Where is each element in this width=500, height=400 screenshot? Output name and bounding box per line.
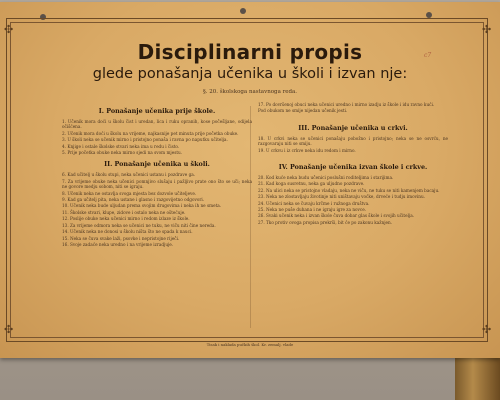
rule-paragraph: 11. Školske stvari, klupe, zidove i ostalo neka ne oštećuje. [62, 209, 186, 215]
left-column [62, 102, 252, 248]
right-column [258, 102, 448, 226]
rule-paragraph: 7. Za vrijeme obuke neka učenici pomnjivo slušaju i pažljivo prate ono što se uči; neka ne govore medju sobom, niti se igraju. [62, 178, 252, 190]
rule-paragraph: 15. Neka se čuva svake laži, psovke i nepristojne riječi. [62, 235, 180, 241]
section-in-church [258, 124, 448, 153]
poster-footer: Tisak i naklada pučkih škol. Kr. zemalj. vlade [206, 342, 294, 347]
rule-paragraph: 5. Prije početka obuke neka mirno sjedi na svom mjestu. [62, 150, 183, 156]
rule-paragraph: 16. Svoje zadaće neka uredno i na vrijeme izradjuje. [62, 241, 174, 247]
rule-paragraph: 14. Učenik neka ne donosi u školu ništa što ne spada k nauci. [62, 229, 193, 235]
rule-paragraph: 27. Tko protiv ovoga propisa prekrši, bit će po zakonu kažnjen. [258, 219, 393, 225]
rule-paragraph: 20. Kod kuće neka budu učenici poslušni roditeljima i starijima. [258, 175, 394, 181]
rule-paragraph: 18. U crkvi neka se učenici ponašaju pobožno i pristojno; neka se ne osvrću, ne razgovaraju niti se smiju. [258, 135, 448, 147]
rule-paragraph: 9. Kad ga učitelj pita, neka ustane i glasno i razgovijetno odgovori. [62, 197, 205, 203]
rule-paragraph: 8. Učenik neka ne ostavlja svoga mjesta bez dozvole učiteljeve. [62, 190, 197, 196]
rule-paragraph: 12. Poslije obuke neka učenici mirno i redom izlaze iz škole. [62, 216, 190, 222]
corner-ornament-bottom-right: ✣ [482, 323, 492, 336]
disciplinary-poster [0, 2, 500, 358]
section-in-school [62, 160, 252, 247]
corner-ornament-top-right: ✣ [482, 23, 492, 36]
section-outside-school [258, 163, 448, 225]
rule-paragraph: 3. U školi neka se učenik mirno i pristojno ponaša i ravna po naputku učitelja. [62, 137, 228, 143]
rule-paragraph: 24. Učenici neka se čuvaju krčme i ružnoga društva. [258, 200, 370, 206]
rule-paragraph: 17. Po dovršenoj obuci neka učenici uredno i mirno izadju iz škole i idu ravno kući. [258, 102, 435, 107]
handwritten-note: c7 [424, 52, 432, 59]
rule-paragraph: 2. Učenik mora doći u školu na vrijeme, najkasnije pet minuta prije početka obuke. [62, 130, 239, 136]
poster-subtitle: glede ponašanja učenika u školi i izvan nje: [92, 66, 408, 82]
rule-paragraph: 4. Knjige i ostale školske stvari neka ima u redu i čisto. [62, 143, 180, 149]
rule-paragraph: 6. Kad učitelj u školu stupi, neka učenici ustanu i pozdrave ga. [62, 172, 196, 178]
rule-paragraph: 10. Učenik neka bude uljudan prema svojim drugovima i neka ih ne smeta. [62, 203, 222, 209]
rule-paragraph: 26. Svaki učenik neka i izvan škole čuva dobar glas škole i svojih učitelja. [258, 213, 415, 219]
rule-paragraph: 13. Za vrijeme odmora neka se učenici ne tuku, ne viču niti čine nereda. [62, 222, 216, 228]
poster-title: Disciplinarni propis [137, 40, 363, 64]
section-heading: II. Ponašanje učenika u školi. [104, 160, 210, 169]
section-heading: IV. Ponašanje učenika izvan škole i crkve. [278, 163, 428, 172]
rule-paragraph: Pod obukom ne smije nijedan učenik jesti. [258, 108, 348, 114]
rule-paragraph: 1. Učenik mora doći u školu čist i uredan, lica i ruku opranih, kose počešljane, odijela očišćena. [62, 119, 252, 130]
section-heading: III. Ponašanje učenika u crkvi. [298, 123, 408, 132]
section-heading: I. Ponašanje učenika prije škole. [98, 107, 216, 115]
poster-reference-note: §. 20. školskoga nastavnoga reda. [202, 89, 298, 95]
rule-paragraph: 25. Neka ne puše duhana i ne igraju igre za novce. [258, 207, 367, 213]
corner-ornament-bottom-left: ✣ [4, 323, 14, 336]
rule-paragraph: 23. Neka ne zlostavljaju životinje niti uništavaju voćke, drveće i tudju imovinu. [258, 194, 426, 200]
section-before-school [62, 107, 252, 155]
corner-ornament-top-left: ✣ [4, 23, 14, 36]
rule-paragraph: 19. U crkvu i iz crkve neka idu redom i mirno. [258, 147, 356, 153]
column-divider [250, 106, 251, 328]
pin-center [240, 8, 246, 14]
rule-paragraph: 21. Kad koga susretnu, neka ga uljudno pozdrave. [258, 181, 365, 187]
rule-paragraph: 22. Na ulici neka se pristojno vladaju, neka ne viču, ne tuku se niti kamenjem bacaju. [258, 187, 440, 193]
